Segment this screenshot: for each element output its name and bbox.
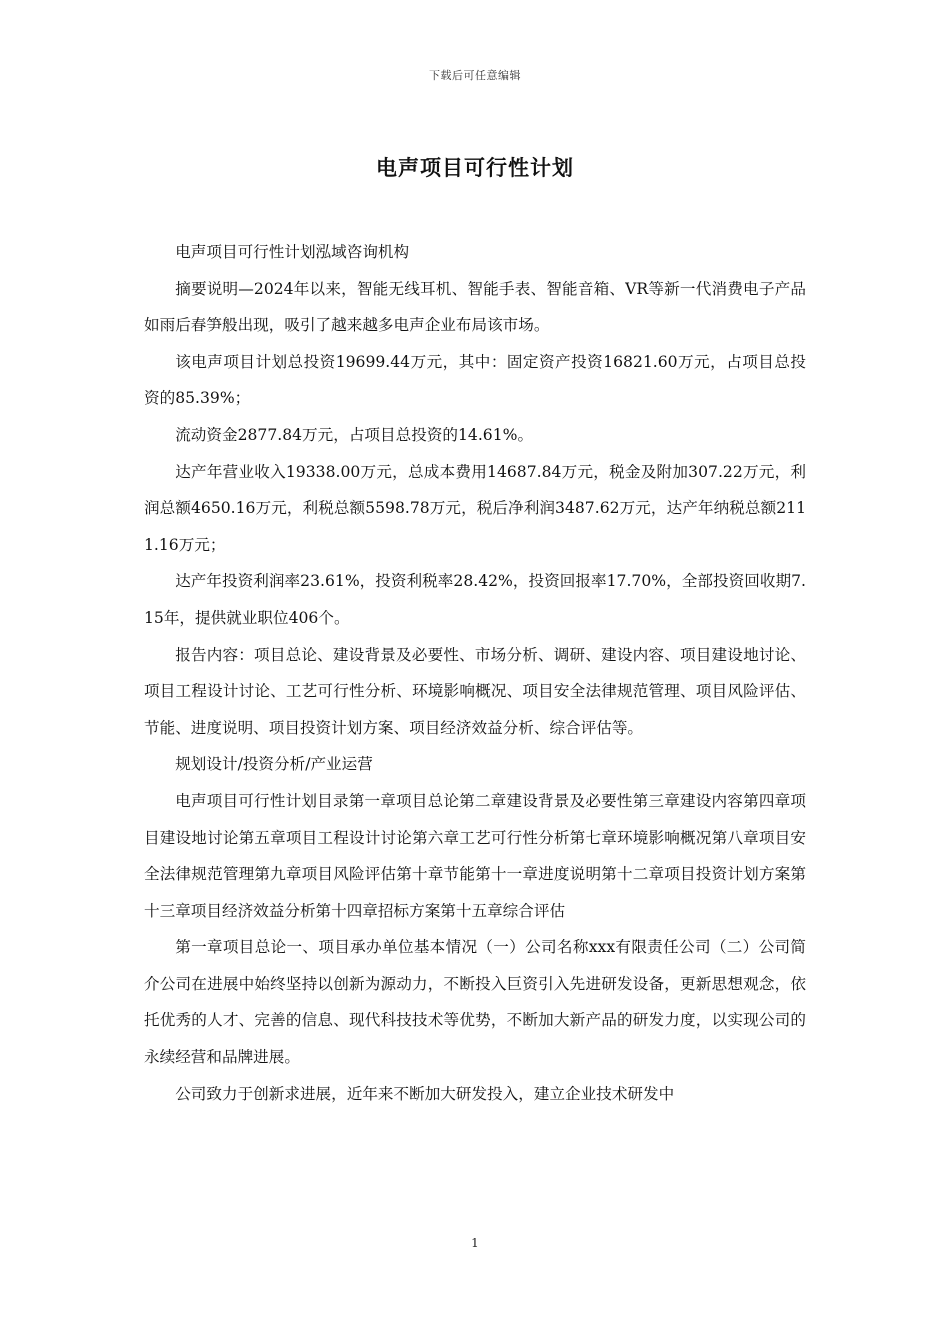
paragraph-working-capital: 流动资金2877.84万元，占项目总投资的14.61%。 <box>175 425 534 444</box>
paragraph-chapter-one: 第一章项目总论一、项目承办单位基本情况（一）公司名称xxx有限责任公司（二）公司简介公司在进展中始终坚持以创新为源动力，不断投入巨资引入先进研发设备，更新思想观念，依托优秀的人才、完善的信息、现代科技技术等优势，不断加大新产品的研发力度，以实现公司的永续经营和品牌进展。 <box>144 938 806 1067</box>
paragraph-report-contents: 报告内容：项目总论、建设背景及必要性、市场分析、调研、建设内容、项目建设地讨论、项目工程设计讨论、工艺可行性分析、环境影响概况、项目安全法律规范管理、项目风险评估、节能、进度说明、项目投资计划方案、项目经济效益分析、综合评估等。 <box>144 645 806 737</box>
paragraph-table-of-contents: 电声项目可行性计划目录第一章项目总论第二章建设背景及必要性第三章建设内容第四章项目建设地讨论第五章项目工程设计讨论第六章工艺可行性分析第七章环境影响概况第八章项目安全法律规范管理第九章项目风险评估第十章节能第十一章进度说明第十二章项目投资计划方案第十三章项目经济效益分析第十四章招标方案第十五章综合评估 <box>144 791 806 920</box>
page-header-note: 下载后可任意编辑 <box>429 69 521 82</box>
paragraph-source: 电声项目可行性计划泓域咨询机构 <box>175 243 410 261</box>
paragraph-total-investment: 该电声项目计划总投资19699.44万元，其中：固定资产投资16821.60万元，占项目总投资的85.39%； <box>144 352 806 408</box>
paragraph-summary: 摘要说明—2024年以来，智能无线耳机、智能手表、智能音箱、VR等新一代消费电子产品如雨后春笋般出现，吸引了越来越多电声企业布局该市场。 <box>144 279 806 335</box>
paragraph-services: 规划设计/投资分析/产业运营 <box>175 755 373 774</box>
paragraph-revenue: 达产年营业收入19338.00万元，总成本费用14687.84万元，税金及附加307.22万元，利润总额4650.16万元，利税总额5598.78万元，税后净利润3487.62万元，达产年纳税总额2111.16万元； <box>144 462 806 554</box>
document-title: 电声项目可行性计划 <box>376 156 574 180</box>
paragraph-returns: 达产年投资利润率23.61%，投资利税率28.42%，投资回报率17.70%，全部投资回收期7.15年，提供就业职位406个。 <box>144 572 806 627</box>
paragraph-innovation: 公司致力于创新求进展，近年来不断加大研发投入，建立企业技术研发中 <box>175 1084 675 1103</box>
document-body <box>144 234 806 1112</box>
page-number: 1 <box>471 1236 479 1250</box>
